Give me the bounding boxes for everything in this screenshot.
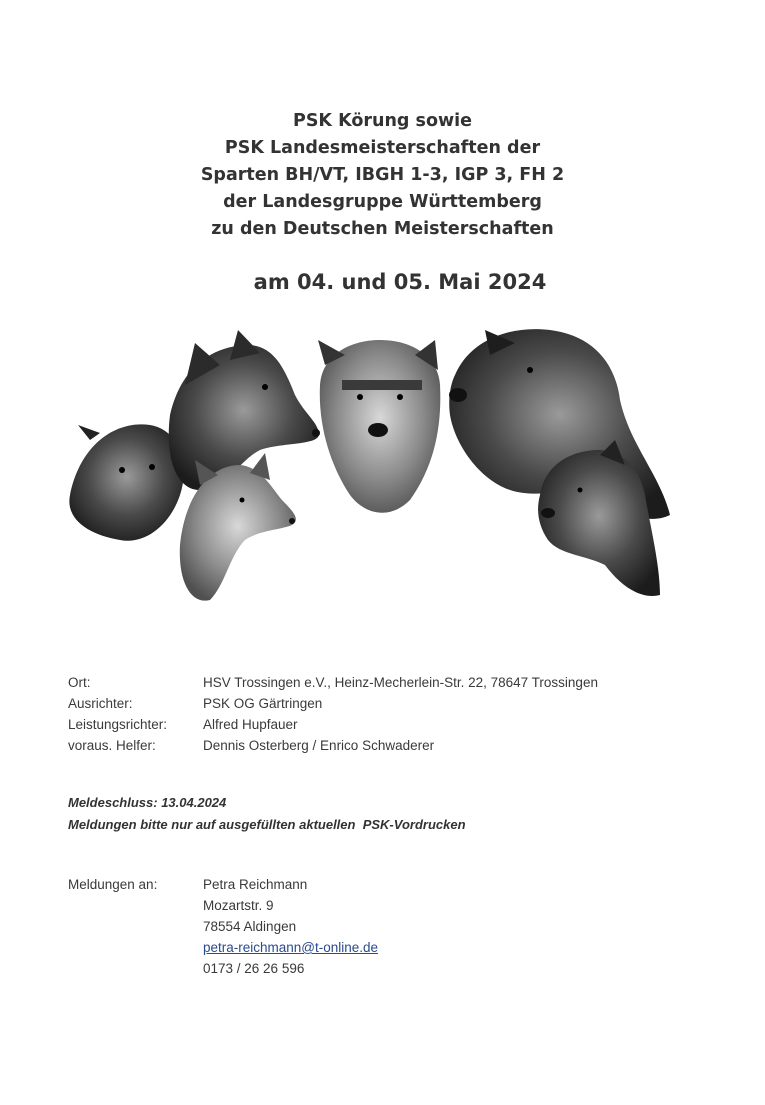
detail-label: voraus. Helfer: xyxy=(68,738,156,753)
contact-email-link[interactable]: petra-reichmann@t-online.de xyxy=(203,940,379,955)
dog-head-left xyxy=(69,424,183,540)
dog-portraits-illustration xyxy=(60,325,690,610)
detail-row-helpers xyxy=(68,735,598,756)
detail-label: Leistungsrichter: xyxy=(68,717,168,732)
event-details xyxy=(68,672,598,756)
contact-label: Meldungen an: xyxy=(68,877,158,892)
detail-value: PSK OG Gärtringen xyxy=(203,696,323,711)
title-line-3: Sparten BH/VT, IBGH 1-3, IGP 3, FH 2 xyxy=(200,165,565,185)
registration-deadline xyxy=(68,792,466,836)
title-line-4: der Landesgruppe Württemberg xyxy=(223,192,542,212)
contact-street: Mozartstr. 9 xyxy=(203,898,274,913)
title-line-5: zu den Deutschen Meisterschaften xyxy=(211,219,554,239)
event-date: am 04. und 05. Mai 2024 xyxy=(253,270,547,294)
contact-address xyxy=(203,874,378,979)
contact-city: 78554 Aldingen xyxy=(203,919,297,934)
detail-value: Dennis Osterberg / Enrico Schwaderer xyxy=(203,738,435,753)
detail-value: HSV Trossingen e.V., Heinz-Mecherlein-Str. 22, 78647 Trossingen xyxy=(203,675,598,690)
detail-label: Ausrichter: xyxy=(68,696,133,711)
detail-row-location xyxy=(68,672,598,693)
title-block xyxy=(0,108,765,243)
contact-block xyxy=(68,874,378,979)
detail-label: Ort: xyxy=(68,675,91,690)
title-line-1: PSK Körung sowie xyxy=(293,111,472,131)
deadline-date: Meldeschluss: 13.04.2024 xyxy=(68,795,227,810)
detail-row-judge xyxy=(68,714,598,735)
dog-head-schnauzer xyxy=(318,340,440,513)
contact-name: Petra Reichmann xyxy=(203,877,308,892)
title-line-2: PSK Landesmeisterschaften der xyxy=(224,138,541,158)
contact-phone: 0173 / 26 26 596 xyxy=(203,961,305,976)
deadline-note: Meldungen bitte nur auf ausgefüllten aktuellen PSK-Vordrucken xyxy=(68,817,466,832)
detail-row-organizer xyxy=(68,693,598,714)
detail-value: Alfred Hupfauer xyxy=(203,717,298,732)
